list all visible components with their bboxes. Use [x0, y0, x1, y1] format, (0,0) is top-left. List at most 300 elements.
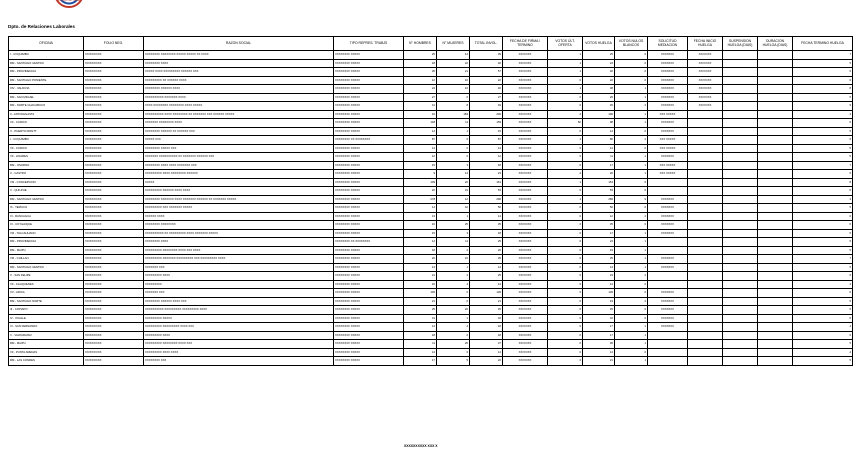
- table-cell: XXXXXXXX XXXXX: [334, 323, 404, 332]
- table-cell: XX/XX/XX: [503, 85, 548, 94]
- table-cell: RM - OSORNO: [9, 161, 84, 170]
- table-cell: XXXXXXXX XXXXXXXX XXXXX XXXXX XX XXXX: [144, 51, 334, 60]
- table-cell: XXXXXXX: [648, 229, 688, 238]
- table-cell: 13: [583, 263, 615, 272]
- table-cell: [723, 348, 758, 357]
- table-cell: [723, 297, 758, 306]
- table-cell: [723, 314, 758, 323]
- table-cell: [723, 170, 758, 179]
- table-cell: [758, 110, 793, 119]
- table-cell: 60: [548, 119, 583, 128]
- table-cell: XX/XX/XX: [503, 136, 548, 145]
- table-cell: [723, 229, 758, 238]
- table-cell: XX/XX/XX: [503, 229, 548, 238]
- table-cell: 5: [793, 204, 853, 213]
- table-cell: XXXXXXXX XXXXX: [334, 170, 404, 179]
- table-cell: 32: [470, 314, 503, 323]
- table-cell: 6: [793, 221, 853, 230]
- table-cell: 0: [548, 314, 583, 323]
- table-cell: XXXXXXXX XXXXX: [334, 348, 404, 357]
- table-row: [9, 93, 853, 102]
- table-cell: XX/XX/XX: [503, 153, 548, 162]
- table-cell: [723, 306, 758, 315]
- column-header: FECHA INICIO HUELGA: [688, 37, 723, 51]
- table-cell: 25: [470, 238, 503, 247]
- column-header: FECHA DE FIRMA / TERMINO: [503, 37, 548, 51]
- table-cell: 14: [437, 51, 470, 60]
- table-cell: 0: [548, 323, 583, 332]
- table-cell: XX/XXXX/XX: [84, 323, 144, 332]
- table-cell: [758, 306, 793, 315]
- table-cell: 1: [548, 59, 583, 68]
- table-cell: 6: [793, 272, 853, 281]
- table-row: [9, 68, 853, 77]
- table-cell: XXXXXXX: [648, 59, 688, 68]
- table-cell: 5: [793, 314, 853, 323]
- table-cell: [688, 280, 723, 289]
- table-cell: 14: [404, 238, 437, 247]
- table-cell: VII - LINARES: [9, 153, 84, 162]
- table-header-row: [9, 37, 853, 51]
- table-cell: XXXXXXXX XXXXX: [334, 297, 404, 306]
- table-cell: [758, 161, 793, 170]
- table-cell: 45: [583, 102, 615, 111]
- table-cell: RM - MAIPU: [9, 340, 84, 349]
- table-cell: 0: [615, 280, 648, 289]
- table-cell: XX/XXXX/XX: [84, 178, 144, 187]
- table-cell: XXXXXXXX XXXXX: [334, 51, 404, 60]
- table-row: [9, 229, 853, 238]
- table-cell: [758, 263, 793, 272]
- table-cell: 16: [437, 255, 470, 264]
- table-row: [9, 255, 853, 264]
- table-cell: RM - SANTIAGO PONIENTE: [9, 76, 84, 85]
- table-cell: XX/XX/XX: [688, 102, 723, 111]
- table-cell: [723, 195, 758, 204]
- table-cell: 0: [548, 238, 583, 247]
- table-cell: 2: [548, 170, 583, 179]
- table-cell: XX/XXXX/XX: [84, 68, 144, 77]
- table-cell: 0: [548, 289, 583, 298]
- table-cell: 22: [470, 357, 503, 366]
- page-footer: XXXXXXXXXX XXX X: [404, 444, 438, 448]
- table-cell: [688, 187, 723, 196]
- table-cell: XX/XX/XX: [503, 59, 548, 68]
- table-cell: XXX XXXXX: [648, 110, 688, 119]
- table-cell: 0: [615, 314, 648, 323]
- table-cell: 0: [548, 255, 583, 264]
- table-cell: 4: [793, 195, 853, 204]
- logo-text: Dirección del Trabajo: [56, 0, 82, 2]
- table-cell: 4: [793, 110, 853, 119]
- table-cell: XX/XXXX/XX: [84, 272, 144, 281]
- table-cell: [688, 170, 723, 179]
- table-cell: [723, 59, 758, 68]
- table-cell: XX/XXXX/XX: [84, 229, 144, 238]
- table-cell: XXXXXXXX XXXXX: [334, 153, 404, 162]
- table-cell: 27: [470, 93, 503, 102]
- table-cell: XXXXXXXXXX XXXX XXXXXXXX XX XXXXXXX XXX XXXXXX XXXXX: [144, 110, 334, 119]
- table-cell: XXXXXXXX XXXXXX XXXX: [144, 85, 334, 94]
- table-cell: XX/XX/XX: [688, 59, 723, 68]
- table-cell: [723, 238, 758, 247]
- table-row: [9, 314, 853, 323]
- table-cell: [758, 76, 793, 85]
- table-cell: 10: [404, 221, 437, 230]
- strikes-table: [8, 36, 853, 366]
- table-cell: VII - CAUQUENES: [9, 280, 84, 289]
- table-cell: XXXXXXXX XXXXX: [334, 119, 404, 128]
- table-cell: 6: [793, 170, 853, 179]
- table-cell: RM - SAN MIGUEL: [9, 93, 84, 102]
- table-cell: XXXXXXXX XXXXXX XXXX XXX: [144, 297, 334, 306]
- table-cell: [688, 221, 723, 230]
- table-cell: 2: [615, 136, 648, 145]
- table-cell: 18: [470, 331, 503, 340]
- table-cell: XX/XX/XX: [503, 204, 548, 213]
- table-cell: [648, 340, 688, 349]
- table-cell: [723, 331, 758, 340]
- table-cell: 25: [470, 272, 503, 281]
- table-cell: [758, 246, 793, 255]
- table-cell: 0: [615, 76, 648, 85]
- table-cell: 12: [583, 212, 615, 221]
- table-cell: [723, 340, 758, 349]
- table-cell: 24: [583, 59, 615, 68]
- table-cell: [758, 119, 793, 128]
- table-cell: [688, 306, 723, 315]
- table-cell: XX/XXXX/XX: [84, 246, 144, 255]
- table-cell: XXXXXXXX XXXXX: [334, 161, 404, 170]
- table-cell: 22: [470, 76, 503, 85]
- table-cell: [758, 187, 793, 196]
- table-cell: 4: [437, 280, 470, 289]
- table-row: [9, 178, 853, 187]
- table-cell: 1: [615, 340, 648, 349]
- table-cell: [723, 119, 758, 128]
- table-cell: 1: [437, 263, 470, 272]
- table-cell: 0: [548, 93, 583, 102]
- table-row: [9, 280, 853, 289]
- table-cell: XXXXXXXX XXXXX: [334, 93, 404, 102]
- table-cell: 26: [583, 93, 615, 102]
- table-cell: XXXXXXXX XXXXX: [334, 204, 404, 213]
- table-cell: VIII - CHILLAN: [9, 255, 84, 264]
- table-cell: XX/XX/XX: [503, 306, 548, 315]
- table-cell: 0: [548, 272, 583, 281]
- table-cell: RM - NORTE CHACABUCO: [9, 102, 84, 111]
- table-cell: [648, 178, 688, 187]
- table-cell: 5: [437, 357, 470, 366]
- table-cell: 26: [437, 340, 470, 349]
- table-cell: XXXXXXX: [648, 68, 688, 77]
- table-cell: VIII - CONCEPCION: [9, 178, 84, 187]
- table-cell: XXXXXXXX XXX: [144, 357, 334, 366]
- table-cell: XXXXXXX: [648, 314, 688, 323]
- table-cell: [758, 51, 793, 60]
- table-cell: 1: [437, 127, 470, 136]
- table-cell: XXXXXXXX XXXXX: [334, 102, 404, 111]
- table-cell: XXXXXXXX XXXXX: [334, 255, 404, 264]
- table-cell: 14: [470, 212, 503, 221]
- table-cell: XXXXXXXX XXXXX: [334, 357, 404, 366]
- table-cell: 5: [793, 93, 853, 102]
- table-cell: XX/XX/XX: [688, 85, 723, 94]
- table-cell: 22: [437, 59, 470, 68]
- table-cell: 161: [470, 178, 503, 187]
- table-cell: II - ANTOFAGASTA: [9, 110, 84, 119]
- table-cell: XX/XXXX/XX: [84, 170, 144, 179]
- table-cell: [688, 263, 723, 272]
- table-cell: 20: [404, 255, 437, 264]
- table-cell: [723, 178, 758, 187]
- table-cell: [758, 204, 793, 213]
- table-cell: [758, 68, 793, 77]
- table-cell: XXXXXXXX XXXXX: [334, 110, 404, 119]
- table-cell: 148: [404, 119, 437, 128]
- column-header: SUSPENSION HUELGA (DIAS): [723, 37, 758, 51]
- table-cell: 1: [437, 212, 470, 221]
- table-cell: [723, 280, 758, 289]
- table-cell: 7: [793, 161, 853, 170]
- table-cell: XX/XX/XX: [688, 93, 723, 102]
- table-cell: 35: [583, 255, 615, 264]
- table-cell: 0: [615, 221, 648, 230]
- table-cell: XXXXXXXX XXXXX: [334, 144, 404, 153]
- table-cell: 1: [548, 85, 583, 94]
- table-cell: 14: [470, 348, 503, 357]
- table-cell: XX/XX/XX: [503, 272, 548, 281]
- table-cell: [688, 127, 723, 136]
- table-cell: 9: [793, 102, 853, 111]
- table-cell: XXX XXXXX: [648, 170, 688, 179]
- table-cell: 6: [793, 119, 853, 128]
- table-cell: [758, 229, 793, 238]
- table-row: [9, 51, 853, 60]
- table-cell: [723, 102, 758, 111]
- table-cell: 18: [470, 229, 503, 238]
- table-cell: 1: [615, 323, 648, 332]
- table-cell: XXXXXXXX XXXXX XXX: [144, 144, 334, 153]
- table-cell: 4: [793, 323, 853, 332]
- table-cell: XXXXXX XXXX: [144, 212, 334, 221]
- table-cell: XX/XX/XX: [503, 289, 548, 298]
- table-cell: 14: [583, 127, 615, 136]
- table-cell: XX/XX/XX: [503, 76, 548, 85]
- table-row: [9, 204, 853, 213]
- table-row: [9, 297, 853, 306]
- table-cell: 0: [548, 306, 583, 315]
- table-cell: 0: [615, 187, 648, 196]
- table-cell: XX/XXXX/XX: [84, 59, 144, 68]
- table-cell: 0: [548, 144, 583, 153]
- table-cell: 0: [437, 144, 470, 153]
- table-cell: RM - PROVIDENCIA: [9, 68, 84, 77]
- table-cell: VI - SAN FERNANDO: [9, 323, 84, 332]
- table-cell: [758, 280, 793, 289]
- table-cell: XXXXX XXX: [144, 136, 334, 145]
- table-cell: [723, 136, 758, 145]
- table-cell: 1: [615, 85, 648, 94]
- table-cell: XXXXX XXXX XXXXXXXXX XXXXXX XXX: [144, 68, 334, 77]
- table-cell: XXXXXXXXX XXXX XXXXXXXX XXXXXX: [144, 170, 334, 179]
- table-cell: VIII - TALCAHUANO: [9, 229, 84, 238]
- table-cell: 36: [470, 255, 503, 264]
- table-cell: [758, 331, 793, 340]
- table-cell: 11: [404, 340, 437, 349]
- table-cell: 5: [793, 144, 853, 153]
- table-cell: XX/XXXX/XX: [84, 187, 144, 196]
- table-cell: XX/XX/XX: [503, 119, 548, 128]
- table-cell: [758, 323, 793, 332]
- table-cell: [723, 246, 758, 255]
- table-cell: 17: [404, 357, 437, 366]
- table-cell: [648, 348, 688, 357]
- table-cell: 0: [615, 204, 648, 213]
- table-cell: XX/XX/XX: [503, 144, 548, 153]
- table-cell: XV - ARICA: [9, 289, 84, 298]
- table-cell: I - COQUIMBO: [9, 51, 84, 60]
- table-cell: 0: [437, 297, 470, 306]
- table-cell: 12: [404, 153, 437, 162]
- table-cell: XX/XXXX/XX: [84, 51, 144, 60]
- table-cell: XX/XXXX/XX: [84, 212, 144, 221]
- table-cell: 39: [470, 51, 503, 60]
- department-label: Dpto. de Relaciones Laborales: [8, 24, 75, 29]
- table-cell: 10: [404, 280, 437, 289]
- table-cell: [723, 323, 758, 332]
- table-cell: 17: [583, 229, 615, 238]
- table-cell: 87: [470, 136, 503, 145]
- table-cell: 53: [470, 187, 503, 196]
- table-cell: XX/XXXX/XX: [84, 204, 144, 213]
- table-cell: XX/XX/XX: [503, 195, 548, 204]
- table-cell: XXXXXXXXX XXXX XXXX: [144, 348, 334, 357]
- table-cell: 20: [437, 306, 470, 315]
- table-cell: 0: [548, 340, 583, 349]
- table-cell: XXX XXXXX: [648, 144, 688, 153]
- table-cell: XX/XXXX/XX: [84, 357, 144, 366]
- table-cell: XX/XX/XX: [503, 178, 548, 187]
- table-cell: XXXXXXXX XXXXX: [334, 59, 404, 68]
- table-cell: [688, 195, 723, 204]
- table-cell: 0: [615, 51, 648, 60]
- table-cell: 159: [470, 119, 503, 128]
- table-cell: IV - OVALLE: [9, 314, 84, 323]
- table-cell: RM - MAIPU: [9, 246, 84, 255]
- table-cell: XXXXXXX: [648, 204, 688, 213]
- table-cell: XX/XX/XX: [503, 246, 548, 255]
- table-cell: 16: [437, 85, 470, 94]
- table-cell: [723, 212, 758, 221]
- table-cell: 22: [437, 178, 470, 187]
- table-cell: XX/XXXX/XX: [84, 297, 144, 306]
- table-cell: XXXXXXXX XXXXX: [334, 76, 404, 85]
- table-cell: X - CASTRO: [9, 170, 84, 179]
- table-cell: 6: [793, 68, 853, 77]
- table-cell: 1: [548, 51, 583, 60]
- table-cell: 32: [583, 314, 615, 323]
- table-cell: [688, 153, 723, 162]
- table-cell: 14: [583, 348, 615, 357]
- table-cell: XXXXXXXX XXXXX: [334, 314, 404, 323]
- table-cell: 17: [583, 161, 615, 170]
- table-cell: 53: [583, 187, 615, 196]
- table-cell: XX/XXXX/XX: [84, 119, 144, 128]
- table-row: [9, 340, 853, 349]
- table-cell: XXXXXXXX XXXXX: [334, 280, 404, 289]
- table-cell: XX/XXXX/XX: [84, 76, 144, 85]
- table-cell: 15: [470, 127, 503, 136]
- table-cell: 2: [615, 297, 648, 306]
- table-cell: [648, 238, 688, 247]
- table-cell: XX/XX/XX: [503, 51, 548, 60]
- column-header: TOTAL INVOL.: [470, 37, 503, 51]
- table-cell: XX/XXXX/XX: [84, 289, 144, 298]
- table-cell: [758, 314, 793, 323]
- table-cell: XX/XXXX/XX: [84, 93, 144, 102]
- table-cell: 1: [615, 161, 648, 170]
- table-cell: XXXXXXXXX XXXXXX XXXX XXXX: [144, 187, 334, 196]
- table-row: [9, 85, 853, 94]
- table-cell: [688, 229, 723, 238]
- table-cell: 1: [615, 119, 648, 128]
- table-cell: 0: [615, 68, 648, 77]
- table-cell: 0: [615, 59, 648, 68]
- table-cell: [758, 136, 793, 145]
- table-cell: [688, 314, 723, 323]
- column-header: FECHA TERMINO HUELGA: [793, 37, 853, 51]
- table-cell: XXXXXXXXX XXXX: [144, 331, 334, 340]
- table-cell: XX/XXXX/XX: [84, 306, 144, 315]
- table-cell: 14: [437, 170, 470, 179]
- table-cell: [758, 289, 793, 298]
- table-cell: XXXXXXX: [648, 102, 688, 111]
- table-cell: [758, 348, 793, 357]
- column-header: N° MUJERES: [437, 37, 470, 51]
- table-cell: [723, 68, 758, 77]
- table-cell: XX/XXXX/XX: [84, 238, 144, 247]
- table-cell: XX/XX/XX: [688, 76, 723, 85]
- table-cell: 24: [404, 85, 437, 94]
- table-cell: 200: [470, 110, 503, 119]
- table-cell: 184: [437, 110, 470, 119]
- table-row: [9, 212, 853, 221]
- column-header: OFICINA: [9, 37, 84, 51]
- table-cell: XX/XX/XX: [503, 170, 548, 179]
- table-cell: 5: [793, 153, 853, 162]
- column-header: N° HOMBRES: [404, 37, 437, 51]
- table-cell: XX/XXXX/XX: [84, 263, 144, 272]
- table-cell: XX/XXXX/XX: [84, 340, 144, 349]
- table-cell: 9: [615, 195, 648, 204]
- table-cell: 5: [793, 246, 853, 255]
- table-cell: 45: [470, 306, 503, 315]
- table-cell: [648, 357, 688, 366]
- table-cell: XXXXXXX: [648, 76, 688, 85]
- table-cell: RM - SANTIAGO CENTRO: [9, 263, 84, 272]
- table-cell: [648, 246, 688, 255]
- table-cell: 40: [470, 85, 503, 94]
- table-cell: XX/XXXX/XX: [84, 127, 144, 136]
- table-cell: 1: [548, 68, 583, 77]
- table-cell: 31: [404, 314, 437, 323]
- table-cell: 25: [437, 221, 470, 230]
- table-cell: [758, 153, 793, 162]
- table-cell: 8: [793, 85, 853, 94]
- table-cell: 15: [404, 161, 437, 170]
- table-cell: 12: [470, 153, 503, 162]
